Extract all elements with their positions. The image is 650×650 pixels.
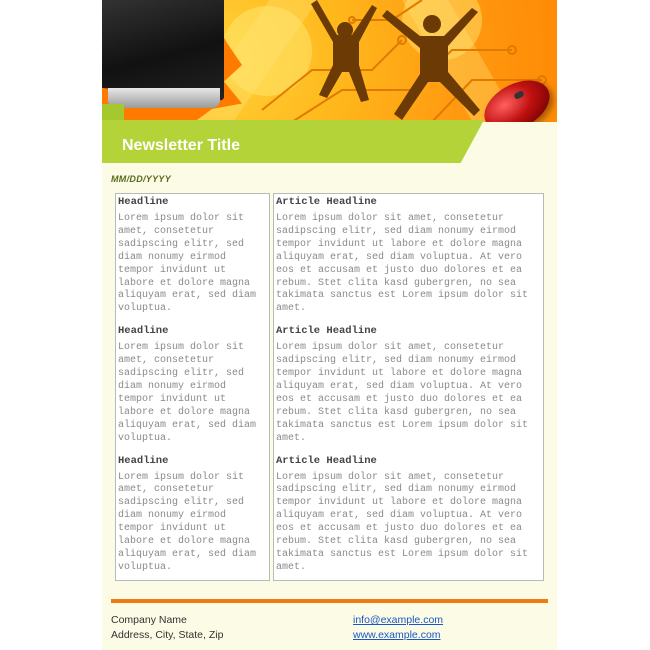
jumping-person-image [382, 2, 492, 122]
headline: Headline [118, 196, 169, 208]
computer-monitor-image [102, 0, 224, 101]
jumping-person-image [297, 0, 387, 110]
website-link[interactable]: www.example.com [353, 629, 441, 641]
right-article [276, 196, 540, 316]
article-body: Lorem ipsum dolor sit amet, consetetur sadipscing elitr, sed diam nonumy eirmod tempor invidunt ut labore et dolore magna aliquyam erat, sed diam voluptua. [118, 342, 257, 444]
article-body: Lorem ipsum dolor sit amet, consetetur sadipscing elitr, sed diam nonumy eirmod tempor invidunt ut labore et dolore magna aliquyam erat, sed diam voluptua. [118, 213, 257, 315]
right-column [273, 193, 544, 581]
article-headline: Article Headline [276, 454, 377, 467]
article-body: Lorem ipsum dolor sit amet, consetetur sadipscing elitr, sed diam nonumy eirmod tempor invidunt ut labore et dolore magna aliquyam erat, sed diam voluptua. At vero eos et accusam et justo duo dolores et ea rebum. Stet clita kasd gubergren, no sea takimata sanctus est Lorem ipsum dolor sit amet. [276, 471, 529, 573]
footer-divider [111, 599, 548, 603]
headline: Headline [118, 454, 169, 467]
article-headline: Article Headline [276, 196, 377, 208]
newsletter-title: Newsletter Title [122, 137, 240, 154]
left-article [118, 455, 266, 575]
monitor-stand-image [108, 88, 220, 108]
left-article [118, 325, 266, 445]
headline: Headline [118, 325, 169, 338]
company-name: Company Name [111, 614, 187, 626]
right-article [276, 455, 540, 575]
newsletter-page [102, 0, 557, 650]
header-banner [102, 0, 557, 122]
right-article [276, 325, 540, 445]
article-body: Lorem ipsum dolor sit amet, consetetur sadipscing elitr, sed diam nonumy eirmod tempor invidunt ut labore et dolore magna aliquyam erat, sed diam voluptua. [118, 471, 257, 573]
newsletter-date: MM/DD/YYYY [111, 174, 172, 184]
left-column [115, 193, 270, 581]
email-link[interactable]: info@example.com [353, 614, 444, 626]
article-body: Lorem ipsum dolor sit amet, consetetur sadipscing elitr, sed diam nonumy eirmod tempor invidunt ut labore et dolore magna aliquyam erat, sed diam voluptua. At vero eos et accusam et justo duo dolores et ea rebum. Stet clita kasd gubergren, no sea takimata sanctus est Lorem ipsum dolor sit amet. [276, 213, 529, 315]
left-article [118, 196, 266, 316]
article-headline: Article Headline [276, 325, 377, 338]
company-address: Address, City, State, Zip [111, 629, 224, 641]
article-body: Lorem ipsum dolor sit amet, consetetur sadipscing elitr, sed diam nonumy eirmod tempor invidunt ut labore et dolore magna aliquyam erat, sed diam voluptua. At vero eos et accusam et justo duo dolores et ea rebum. Stet clita kasd gubergren, no sea takimata sanctus est Lorem ipsum dolor sit amet. [276, 342, 529, 444]
